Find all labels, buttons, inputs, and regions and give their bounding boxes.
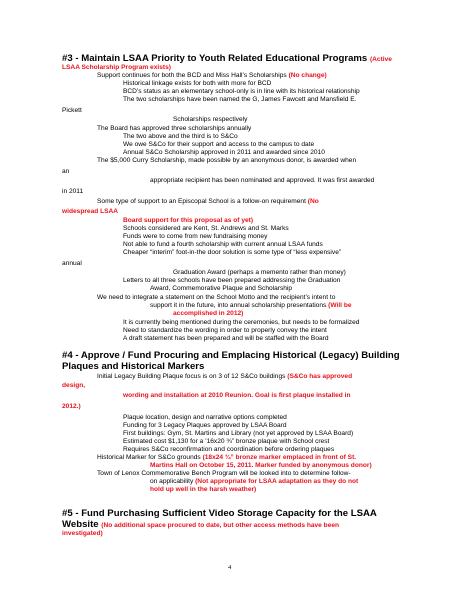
- s4-text: on applicability: [150, 478, 194, 485]
- s3-line: in 2011: [62, 188, 84, 195]
- s3-note: (Will be: [328, 302, 352, 309]
- s4-line: [97, 373, 352, 381]
- s3-line: Letters to all three schools have been prepared addressing the Graduation: [123, 277, 341, 284]
- s3-text: support it in the future, into annual scholarship presentations: [150, 302, 327, 309]
- s4-line: First buildings: Gym, St. Martins and Library (not yet approved by LSAA Board): [123, 430, 354, 437]
- s4-text: Historical Marker for S&Co grounds: [97, 454, 201, 461]
- s3-line: Funds were to come from new fundraising money: [123, 233, 268, 240]
- s3-line: Cheaper “interim” foot-in-the door solution is some type of “less expensive”: [123, 249, 342, 256]
- s4-note: 2012.): [62, 403, 81, 410]
- s3-line: [150, 302, 352, 310]
- s4-note: wording and installation at 2010 Reunion. Goal is first plaque installed in: [123, 392, 351, 399]
- s3-note: Board support for this proposal as of yet): [123, 217, 254, 224]
- s3-line: Not able to fund a fourth scholarship with current annual LSAA funds: [123, 241, 323, 248]
- section-3-status-b: LSAA Scholarship Program exists): [62, 64, 171, 71]
- s3-line: It is currently being mentioned during the ceremonies, but needs to be formalized: [123, 319, 360, 326]
- s3-line: Pickett: [62, 107, 82, 114]
- s3-note: (No change): [288, 72, 327, 79]
- s3-text: Support continues for both the BCD and Miss Hall’s Scholarships: [97, 72, 287, 79]
- s3-line: The two scholarships have been named the G, James Fawcett and Mansfield E.: [123, 96, 357, 103]
- s3-line: BCD’s status as an elementary school-only is in line with its historical relationship: [123, 88, 360, 95]
- s3-line: [97, 198, 319, 206]
- s3-line: A draft statement has been prepared and will be staffed with the Board: [123, 335, 329, 342]
- s3-line: We owe S&Co for their support and access to the campus to date: [123, 141, 315, 148]
- s4-line: Requires S&Co reconfirmation and coordination before ordering plaques: [123, 446, 335, 453]
- section-5-heading-line-2: [62, 519, 339, 531]
- s4-note: design,: [62, 382, 86, 389]
- s3-line: The two above and the third is to S&Co: [123, 133, 238, 140]
- s3-line: The $5,000 Curry Scholarship, made possible by an anonymous donor, is awarded when: [97, 157, 357, 164]
- s4-line: Town of Lenox Commemorative Bench Program will be looked into to determine follow-: [97, 470, 351, 477]
- s3-note: accomplished in 2012): [173, 310, 244, 317]
- page-number: 4: [228, 564, 232, 571]
- s4-line: [150, 478, 358, 486]
- s3-note: widespread LSAA: [62, 208, 119, 215]
- s4-note: (18x24 ¾” bronze marker emplaced in front of St.: [202, 454, 357, 461]
- section-4-heading-line-1: #4 - Approve / Fund Procuring and Emplacing Historical (Legacy) Building: [62, 350, 400, 361]
- section-5-status-a: (No additional space procured to date, but other access methods have been: [101, 522, 340, 529]
- s3-line: appropriate recipient has been nominated and approved. It was first awarded: [150, 177, 375, 184]
- s3-line: Annual S&Co Scholarship approved in 2011 and awarded since 2010: [123, 149, 325, 156]
- s4-line: Funding for 3 Legacy Plaques approved by LSAA Board: [123, 422, 287, 429]
- section-4-heading-line-2: Plaques and Historical Markers: [62, 361, 205, 372]
- section-3-title: #3 - Maintain LSAA Priority to Youth Related Educational Programs: [62, 53, 368, 64]
- s4-note: hold up well in the harsh weather): [150, 486, 257, 493]
- s3-line: annual: [62, 260, 82, 267]
- s3-line: Historical linkage exists for both with more for BCD: [123, 80, 272, 87]
- s3-text: Some type of support to an Episcopal School is a follow-on requirement: [97, 198, 306, 205]
- s4-text: Initial Legacy Building Plaque focus is on 3 of 12 S&Co buildings: [97, 373, 286, 380]
- section-5-title-end: Website: [62, 519, 99, 530]
- s3-line: Scholarships respectively: [173, 116, 248, 123]
- s3-line: an: [62, 168, 70, 175]
- s4-note: (Not appropriate for LSAA adaptation as they do not: [195, 478, 359, 485]
- s3-line: [97, 72, 327, 80]
- s3-line: Need to standardize the wording in order to properly convey the intent: [123, 327, 327, 334]
- s4-line: Plaque location, design and narrative options completed: [123, 414, 287, 421]
- section-5-status-b: investigated): [62, 530, 103, 537]
- s3-line: The Board has approved three scholarships annually: [97, 125, 252, 132]
- s3-line: Graduation Award (perhaps a memento rather than money): [173, 269, 346, 276]
- s4-note: Martins Hall on October 15, 2011. Marker funded by anonymous donor): [150, 462, 372, 469]
- s3-line: We need to integrate a statement on the School Motto and the recipient’s intent to: [97, 294, 336, 301]
- s4-note: (S&Co has approved: [287, 373, 353, 380]
- s4-line: Estimated cost $1,130 for a ’16x20 ¾” bronze plaque with School crest: [123, 438, 330, 445]
- s4-line: [97, 454, 356, 462]
- section-5-heading-line-1: #5 - Fund Purchasing Sufficient Video Storage Capacity for the LSAA: [62, 508, 377, 519]
- s3-line: Schools considered are Kent, St. Andrews and St. Marks: [123, 225, 289, 232]
- s3-note: (No: [307, 198, 319, 205]
- s3-line: Award, Commemorative Plaque and Scholarship: [150, 285, 293, 292]
- section-3-status-a: (Active: [369, 56, 392, 63]
